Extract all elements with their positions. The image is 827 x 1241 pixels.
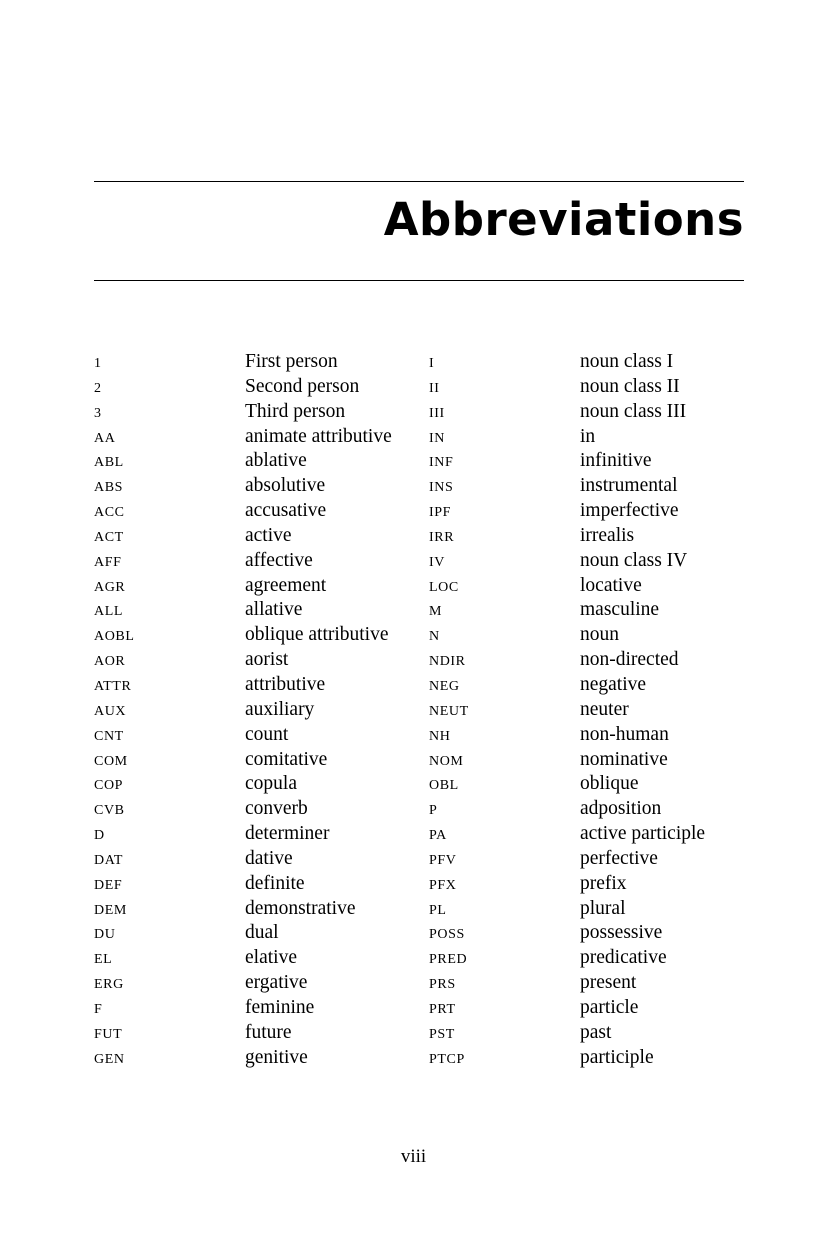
abbreviation-row [94,424,744,449]
abbreviation-definition: future [245,1021,292,1043]
abbreviation-code: NEUT [429,703,469,719]
abbreviation-definition: noun class III [580,400,687,422]
abbreviation-code: ERG [94,977,124,993]
abbreviation-code: PFX [429,877,457,893]
abbreviation-definition: copula [245,773,297,795]
abbreviation-definition: demonstrative [245,897,356,919]
abbreviation-definition: noun class II [580,375,680,397]
abbreviation-definition: possessive [580,922,663,944]
page-title: Abbreviations [383,193,744,246]
abbreviation-definition: past [580,1021,612,1043]
abbreviation-code: INF [429,455,454,471]
abbreviation-definition: affective [245,549,313,571]
abbreviation-row [94,473,744,498]
abbreviation-definition: oblique attributive [245,624,389,646]
page-number: viii [400,1146,427,1167]
abbreviation-definition: infinitive [580,450,652,472]
abbreviation-code: II [429,380,440,396]
abbreviation-code: 2 [94,380,102,396]
abbreviation-definition: converb [245,798,308,820]
abbreviation-code: ALL [94,604,124,620]
abbreviation-row [94,448,744,473]
abbreviation-code: F [94,1001,103,1017]
abbreviation-row [94,945,744,970]
abbreviation-definition: attributive [245,673,326,695]
abbreviation-definition: irrealis [580,524,635,546]
abbreviation-row [94,771,744,796]
abbreviation-code: III [429,405,445,421]
abbreviation-code: NEG [429,678,460,694]
abbreviation-code: NH [429,728,451,744]
abbreviation-row [94,1045,744,1070]
abbreviation-code: AUX [94,703,127,719]
abbreviation-definition: feminine [245,996,315,1018]
abbreviation-definition: instrumental [580,475,678,497]
abbreviation-code: PRS [429,977,456,993]
abbreviation-code: CVB [94,803,125,819]
abbreviation-definition: nominative [580,748,668,770]
abbreviation-code: INS [429,480,454,496]
abbreviation-code: COM [94,753,128,769]
abbreviation-definition: masculine [580,599,660,621]
abbreviation-code: GEN [94,1051,125,1067]
abbreviation-code: PST [429,1026,455,1042]
abbreviation-definition: elative [245,947,297,969]
header-top-rule [94,181,744,182]
abbreviation-code: N [429,629,440,645]
abbreviation-code: IV [429,554,445,570]
abbreviation-row [94,523,744,548]
abbreviation-code: COP [94,778,124,794]
abbreviation-definition: locative [580,574,642,596]
abbreviation-definition: allative [245,599,303,621]
abbreviation-row [94,697,744,722]
abbreviation-code: DU [94,927,116,943]
abbreviation-code: LOC [429,579,459,595]
abbreviation-definition: active [245,524,292,546]
abbreviations-table [94,349,744,1069]
abbreviation-row [94,573,744,598]
abbreviation-definition: noun class I [580,351,674,372]
abbreviation-definition: non-human [580,723,669,745]
abbreviation-row [94,821,744,846]
abbreviation-code: PTCP [429,1051,465,1067]
abbreviation-code: D [94,828,105,844]
abbreviation-code: IN [429,430,445,446]
abbreviation-definition: agreement [245,574,327,596]
abbreviation-row [94,1020,744,1045]
abbreviation-row [94,349,744,374]
abbreviation-code: DEM [94,902,127,918]
abbreviation-code: PFV [429,852,457,868]
abbreviation-definition: Third person [245,400,346,422]
abbreviation-code: PA [429,828,447,844]
abbreviation-definition: noun [580,624,619,646]
abbreviation-code: ABS [94,480,124,496]
abbreviation-code: ABL [94,455,124,471]
abbreviation-definition: First person [245,351,338,372]
abbreviation-row [94,970,744,995]
abbreviation-definition: absolutive [245,475,326,497]
abbreviation-definition: dative [245,847,293,869]
abbreviation-definition: predicative [580,947,667,969]
abbreviation-definition: negative [580,673,647,695]
abbreviation-row [94,871,744,896]
abbreviation-code: EL [94,952,113,968]
abbreviation-code: AA [94,430,116,446]
abbreviation-row [94,374,744,399]
abbreviation-code: PL [429,902,447,918]
abbreviation-definition: oblique [580,773,639,795]
abbreviation-definition: auxiliary [245,698,315,720]
abbreviation-definition: prefix [580,872,627,894]
abbreviation-row [94,399,744,424]
abbreviation-code: CNT [94,728,124,744]
abbreviation-definition: aorist [245,649,289,671]
abbreviation-definition: comitative [245,748,328,770]
abbreviation-code: PRED [429,952,468,968]
abbreviation-code: NOM [429,753,464,769]
abbreviation-code: FUT [94,1026,123,1042]
abbreviation-code: OBL [429,778,459,794]
abbreviation-row [94,920,744,945]
header-bottom-rule [94,280,744,281]
abbreviation-definition: perfective [580,847,658,869]
abbreviation-code: AOR [94,654,126,670]
abbreviation-code: DAT [94,852,124,868]
abbreviation-definition: in [580,425,596,447]
abbreviation-row [94,846,744,871]
abbreviation-definition: particle [580,996,639,1018]
abbreviation-code: ATTR [94,678,132,694]
abbreviation-row [94,647,744,672]
abbreviation-definition: adposition [580,798,662,820]
abbreviation-code: IRR [429,529,455,545]
abbreviation-row [94,747,744,772]
abbreviation-definition: determiner [245,823,330,845]
abbreviation-code: POSS [429,927,465,943]
abbreviation-definition: non-directed [580,649,679,671]
abbreviation-row [94,548,744,573]
abbreviation-definition: ergative [245,972,308,994]
abbreviation-row [94,995,744,1020]
abbreviation-code: AGR [94,579,126,595]
abbreviation-definition: genitive [245,1046,308,1068]
abbreviation-definition: ablative [245,450,307,472]
abbreviation-definition: Second person [245,375,360,397]
abbreviation-definition: participle [580,1046,654,1068]
abbreviation-code: AFF [94,554,122,570]
abbreviation-code: DEF [94,877,123,893]
abbreviation-row [94,498,744,523]
abbreviation-code: 3 [94,405,102,421]
abbreviation-code: I [429,356,435,371]
abbreviation-code: 1 [94,356,102,371]
abbreviation-definition: imperfective [580,500,679,522]
abbreviation-definition: plural [580,897,626,919]
abbreviation-row [94,622,744,647]
abbreviation-code: PRT [429,1001,456,1017]
abbreviation-definition: active participle [580,823,706,845]
abbreviation-row [94,672,744,697]
abbreviation-definition: neuter [580,698,629,720]
abbreviation-definition: dual [245,922,279,944]
abbreviation-definition: animate attributive [245,425,392,447]
abbreviation-row [94,896,744,921]
abbreviation-code: IPF [429,505,452,521]
abbreviation-row [94,722,744,747]
abbreviation-definition: present [580,972,637,994]
abbreviation-code: ACT [94,529,124,545]
abbreviation-code: NDIR [429,654,466,670]
abbreviation-row [94,597,744,622]
abbreviation-code: P [429,803,438,819]
abbreviation-definition: accusative [245,500,327,522]
abbreviation-definition: noun class IV [580,549,688,571]
abbreviation-code: M [429,604,443,620]
abbreviation-definition: definite [245,872,305,894]
abbreviation-code: AOBL [94,629,135,645]
abbreviation-code: ACC [94,505,125,521]
abbreviation-definition: count [245,723,289,745]
abbreviation-row [94,796,744,821]
